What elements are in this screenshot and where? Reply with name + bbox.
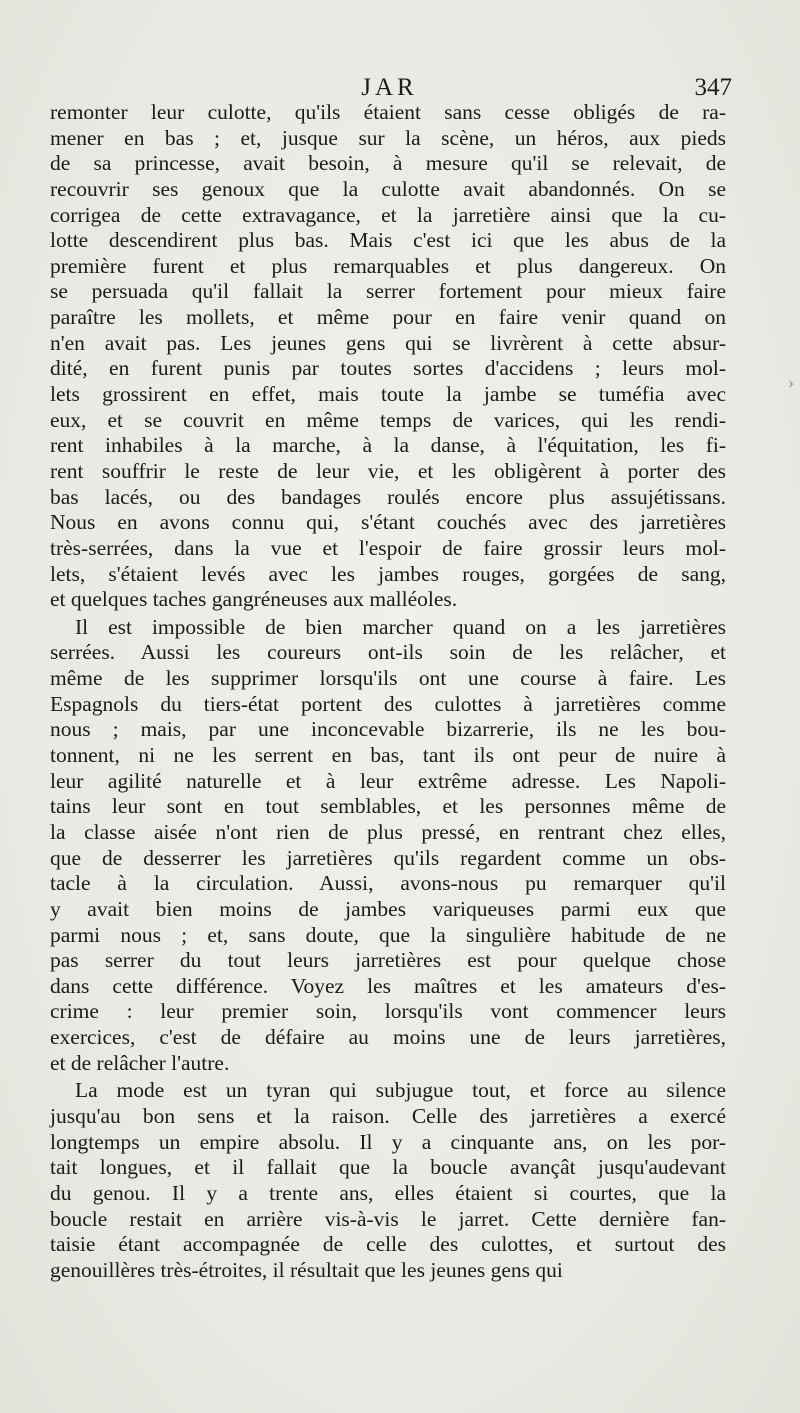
page-number: 347	[694, 74, 732, 101]
text-line: et quelques taches gangréneuses aux malléoles.	[50, 587, 458, 612]
text-line: mener en bas ; et, jusque sur la scène, un héros, aux pieds	[50, 125, 726, 150]
text-line: tacle à la circulation. Aussi, avons-nous pu remarquer qu'il	[50, 871, 726, 896]
text-line: jusqu'au bon sens et la raison. Celle des jarretières a exercé	[50, 1103, 726, 1128]
text-line: longtemps un empire absolu. Il y a cinquante ans, on les por-	[50, 1129, 726, 1154]
text-line: leur agilité naturelle et à leur extrême adresse. Les Napoli-	[50, 768, 726, 793]
running-head-title: JAR	[361, 74, 418, 101]
body-text	[50, 100, 726, 1283]
text-line: Il est impossible de bien marcher quand on a les jarretières	[75, 614, 726, 639]
text-line: tonnent, ni ne les serrent en bas, tant ils ont peur de nuire à	[50, 743, 726, 768]
text-line: rent souffrir le reste de leur vie, et les obligèrent à porter des	[50, 458, 726, 483]
text-line: recouvrir ses genoux que la culotte avait abandonnés. On se	[50, 176, 726, 201]
text-line: exercices, c'est de défaire au moins une de leurs jarretières,	[50, 1025, 726, 1050]
paragraph	[50, 100, 726, 613]
text-line: La mode est un tyran qui subjugue tout, et force au silence	[75, 1078, 726, 1103]
text-line: lotte descendirent plus bas. Mais c'est ici que les abus de la	[50, 228, 726, 253]
paragraph	[50, 1078, 726, 1283]
text-line: lets, s'étaient levés avec les jambes rouges, gorgées de sang,	[50, 561, 726, 586]
text-line: taisie étant accompagnée de celle des culottes, et surtout des	[50, 1232, 726, 1257]
text-line: et de relâcher l'autre.	[50, 1050, 230, 1075]
text-line: la classe aisée n'ont rien de plus pressé, en rentrant chez elles,	[50, 819, 726, 844]
text-line: boucle restait en arrière vis-à-vis le jarret. Cette dernière fan-	[50, 1206, 726, 1231]
text-line: dans cette différence. Voyez les maîtres et les amateurs d'es-	[50, 973, 726, 998]
text-line: lets grossirent en effet, mais toute la jambe se tuméfia avec	[50, 382, 726, 407]
paragraph	[50, 615, 726, 1077]
text-line: n'en avait pas. Les jeunes gens qui se livrèrent à cette absur-	[50, 330, 726, 355]
text-line: rent inhabiles à la marche, à la danse, à l'équitation, les fi-	[50, 433, 726, 458]
text-line: même de les supprimer lorsqu'ils ont une course à faire. Les	[50, 666, 726, 691]
text-line: tains leur sont en tout semblables, et les personnes même de	[50, 794, 726, 819]
text-line: paraître les mollets, et même pour en faire venir quand on	[50, 305, 726, 330]
text-line: Espagnols du tiers-état portent des culottes à jarretières comme	[50, 691, 726, 716]
text-line: Nous en avons connu qui, s'étant couchés avec des jarretières	[50, 510, 726, 535]
text-line: remonter leur culotte, qu'ils étaient sans cesse obligés de ra-	[50, 100, 726, 124]
text-line: bas lacés, ou des bandages roulés encore plus assujétissans.	[50, 484, 726, 509]
text-line: de sa princesse, avait besoin, à mesure qu'il se relevait, de	[50, 151, 726, 176]
text-line: du genou. Il y a trente ans, elles étaient si courtes, que la	[50, 1180, 726, 1205]
text-line: tait longues, et il fallait que la boucle avançât jusqu'audevant	[50, 1155, 726, 1180]
margin-mark: ›	[788, 372, 794, 392]
text-line: pas serrer du tout leurs jarretières est pour quelque chose	[50, 948, 726, 973]
text-line: que de desserrer les jarretières qu'ils regardent comme un obs-	[50, 845, 726, 870]
text-line: y avait bien moins de jambes variqueuses parmi eux que	[50, 896, 726, 921]
text-line: dité, en furent punis par toutes sortes d'accidens ; leurs mol-	[50, 356, 726, 381]
text-line: serrées. Aussi les coureurs ont-ils soin de les relâcher, et	[50, 640, 726, 665]
text-line: parmi nous ; et, sans doute, que la singulière habitude de ne	[50, 922, 726, 947]
text-line: crime : leur premier soin, lorsqu'ils vont commencer leurs	[50, 999, 726, 1024]
text-line: corrigea de cette extravagance, et la jarretière ainsi que la cu-	[50, 202, 726, 227]
text-line: genouillères très-étroites, il résultait que les jeunes gens qui	[50, 1257, 563, 1282]
text-line: première furent et plus remarquables et plus dangereux. On	[50, 253, 726, 278]
text-line: eux, et se couvrit en même temps de varices, qui les rendi-	[50, 407, 726, 432]
text-line: nous ; mais, par une inconcevable bizarrerie, ils ne les bou-	[50, 717, 726, 742]
text-line: se persuada qu'il fallait la serrer fortement pour mieux faire	[50, 279, 726, 304]
text-line: très-serrées, dans la vue et l'espoir de faire grossir leurs mol-	[50, 535, 726, 560]
